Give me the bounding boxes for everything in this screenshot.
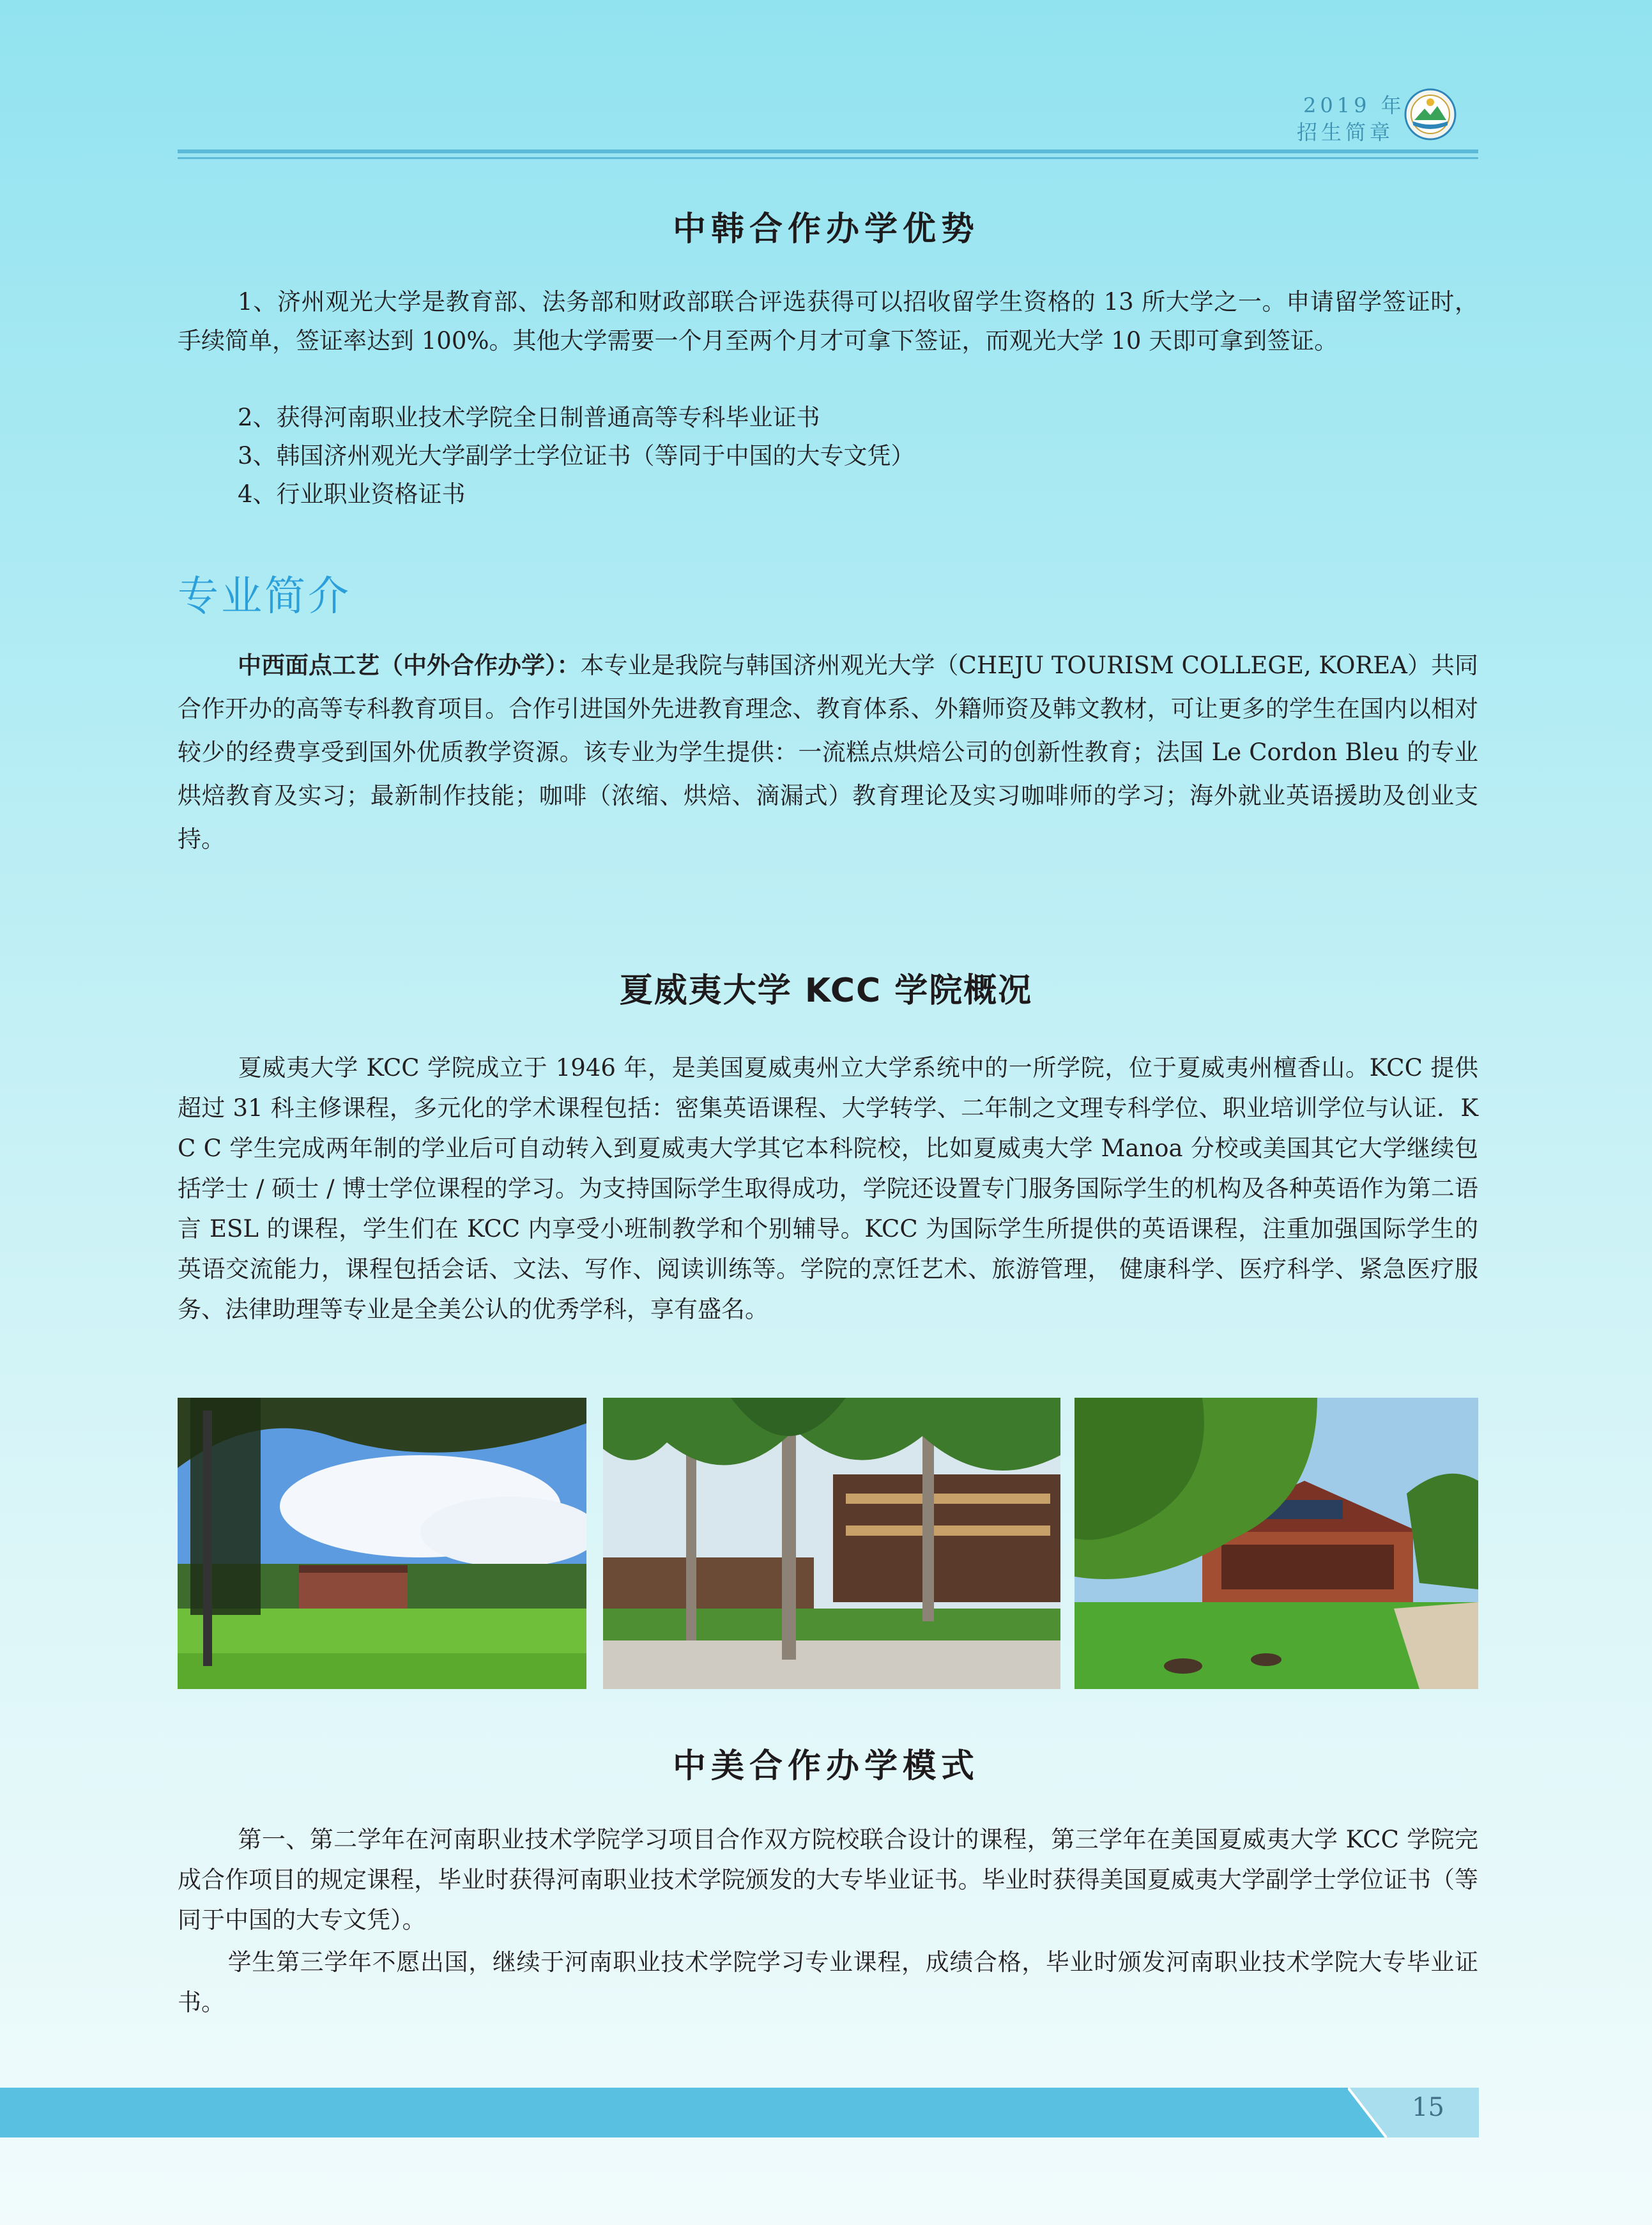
section-title-us-model: 中美合作办学模式 bbox=[672, 1747, 979, 1785]
section-title-korea-advantage: 中韩合作办学优势 bbox=[672, 210, 979, 248]
major-name: 中西面点工艺（中外合作办学）： bbox=[238, 652, 581, 679]
header-rule-thick bbox=[178, 149, 1478, 153]
us-model-paragraph-1 bbox=[178, 1819, 1478, 1940]
campus-building-photo bbox=[1075, 1398, 1478, 1689]
advantage-item-3-text: 3、韩国济州观光大学副学士学位证书（等同于中国的大专文凭） bbox=[238, 442, 915, 470]
kcc-overview-body: 夏威夷大学 KCC 学院成立于 1946 年，是美国夏威夷州立大学系统中的一所学院，位于夏威夷州檀香山。KCC 提供超过 31 科主修课程，多元化的学术课程包括：密集英语课程、大学转学、二年制之文理专科学位、职业培训学位与认证．K C C 学生完成两年制的学业后可自动转入到夏威夷大学其它本科院校，比如夏威夷大学 Manoa 分校或美国其它大学继续包括学士 / 硕士 / 博士学位课程的学习。为支持国际学生取得成功，学院还设置专门服务国际学生的机构及各种英语作为第二语言 ESL 的课程，学生们在 KCC 内享受小班制教学和个别辅导。KCC 为国际学生所提供的英语课程，注重加强国际学生的英语交流能力，课程包括会话、文法、写作、阅读训练等。学院的烹饪艺术、旅游管理， 健康科学、医疗科学、紧急医疗服务、法律助理等专业是全美公认的优秀学科，享有盛名。 bbox=[178, 1054, 1478, 1323]
major-text: 本专业是我院与韩国济州观光大学（CHEJU TOURISM COLLEGE, KOREA）共同合作开办的高等专科教育项目。合作引进国外先进教育理念、教育体系、外籍师资及韩文教材，可让更多的学生在国内以相对较少的经费享受到国外优质教学资源。该专业为学生提供：一流糕点烘焙公司的创新性教育；法国 Le Cordon Bleu 的专业烘焙教育及实习；最新制作技能；咖啡（浓缩、烘焙、滴漏式）教育理论及实习咖啡师的学习；海外就业英语援助及创业支持。 bbox=[178, 652, 1478, 853]
advantage-item-3 bbox=[178, 437, 1478, 475]
header-year: 2019 年 bbox=[1303, 93, 1405, 118]
school-seal-icon bbox=[1404, 88, 1457, 141]
header-subtitle: 招生简章 bbox=[1297, 120, 1395, 144]
campus-lawn-photo bbox=[178, 1398, 586, 1689]
us-model-paragraph-1-text: 第一、第二学年在河南职业技术学院学习项目合作双方院校联合设计的课程，第三学年在美国夏威夷大学 KCC 学院完成合作项目的规定课程，毕业时获得河南职业技术学院颁发的大专毕业证书。毕业时获得美国夏威夷大学副学士学位证书（等同于中国的大专文凭）。 bbox=[178, 1826, 1478, 1934]
advantage-item-2-text: 2、获得河南职业技术学院全日制普通高等专科毕业证书 bbox=[238, 404, 820, 431]
palm-courtyard-photo bbox=[603, 1398, 1060, 1689]
us-model-paragraph-2-text: 学生第三学年不愿出国，继续于河南职业技术学院学习专业课程，成绩合格，毕业时颁发河南职业技术学院大专毕业证书。 bbox=[178, 1948, 1478, 2016]
footer-bar bbox=[0, 2088, 1479, 2137]
advantage-item-1 bbox=[178, 282, 1478, 360]
advantage-item-2 bbox=[178, 399, 1478, 437]
page-number: 15 bbox=[1412, 2093, 1444, 2122]
header-rule-thin bbox=[178, 157, 1478, 159]
major-description bbox=[178, 644, 1478, 861]
advantage-item-4-text: 4、行业职业资格证书 bbox=[238, 480, 466, 508]
advantage-item-4 bbox=[178, 475, 1478, 514]
kcc-overview-text bbox=[178, 1048, 1478, 1329]
us-model-paragraph-2 bbox=[178, 1942, 1478, 2022]
major-heading: 专业简介 bbox=[178, 573, 351, 620]
section-title-kcc-overview: 夏威夷大学 KCC 学院概况 bbox=[619, 972, 1033, 1010]
advantage-item-1-text: 1、济州观光大学是教育部、法务部和财政部联合评选获得可以招收留学生资格的 13 所大学之一。申请留学签证时，手续简单，签证率达到 100%。其他大学需要一个月至两个月才可拿下签证，而观光大学 10 天即可拿到签证。 bbox=[178, 288, 1478, 355]
